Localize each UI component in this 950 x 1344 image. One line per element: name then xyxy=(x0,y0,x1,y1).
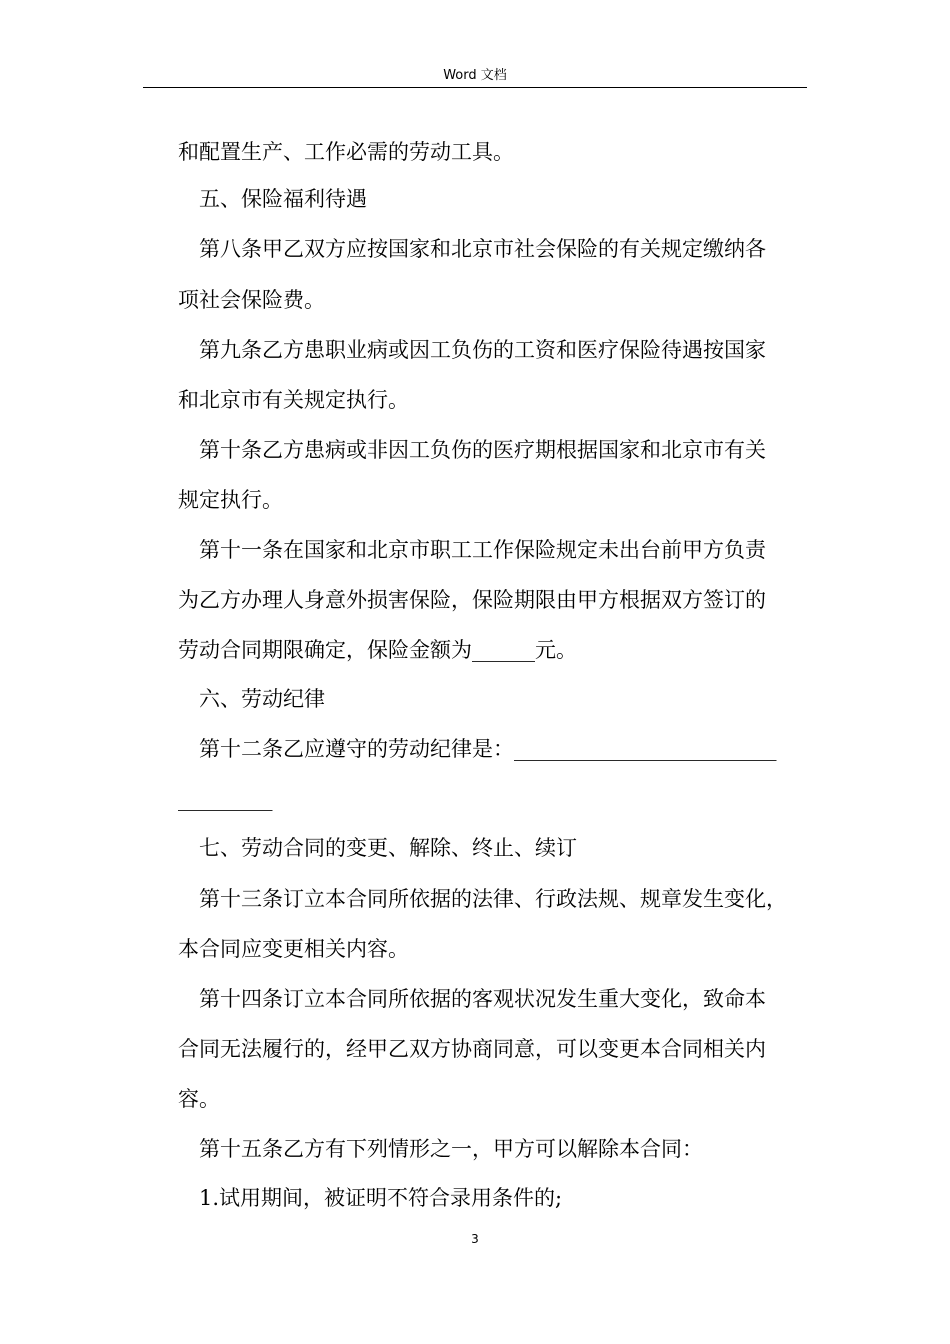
section-heading: 五、保险福利待遇 xyxy=(199,187,367,211)
body-line: 第八条甲乙双方应按国家和北京市社会保险的有关规定缴纳各 xyxy=(199,237,766,261)
body-line: 第十四条订立本合同所依据的客观状况发生重大变化，致命本 xyxy=(199,987,766,1011)
header-title: Word 文档 xyxy=(443,68,507,83)
body-line: 本合同应变更相关内容。 xyxy=(178,937,409,961)
body-line: 为乙方办理人身意外损害保险，保险期限由甲方根据双方签订的 xyxy=(178,588,766,612)
body-line: 第十二条乙应遵守的劳动纪律是：_________________________ xyxy=(199,737,777,761)
body-line: 和配置生产、工作必需的劳动工具。 xyxy=(178,140,514,164)
body-line: 项社会保险费。 xyxy=(178,288,325,312)
body-line: 劳动合同期限确定，保险金额为______元。 xyxy=(178,638,577,662)
body-line: 合同无法履行的，经甲乙双方协商同意，可以变更本合同相关内 xyxy=(178,1037,766,1061)
body-line: 第十条乙方患病或非因工负伤的医疗期根据国家和北京市有关 xyxy=(199,438,766,462)
page-number: 3 xyxy=(471,1232,479,1246)
body-line: 第十五条乙方有下列情形之一，甲方可以解除本合同： xyxy=(199,1137,703,1161)
list-item: 1.试用期间，被证明不符合录用条件的; xyxy=(199,1186,563,1210)
body-line: 第十一条在国家和北京市职工工作保险规定未出台前甲方负责 xyxy=(199,538,766,562)
body-line: 和北京市有关规定执行。 xyxy=(178,388,409,412)
header-divider xyxy=(143,87,807,88)
body-line: 容。 xyxy=(178,1087,220,1111)
body-line: _________ xyxy=(178,787,273,811)
section-heading: 七、劳动合同的变更、解除、终止、续订 xyxy=(199,836,577,860)
body-line: 第十三条订立本合同所依据的法律、行政法规、规章发生变化， xyxy=(199,887,787,911)
section-heading: 六、劳动纪律 xyxy=(199,687,325,711)
body-line: 第九条乙方患职业病或因工负伤的工资和医疗保险待遇按国家 xyxy=(199,338,766,362)
body-line: 规定执行。 xyxy=(178,488,283,512)
